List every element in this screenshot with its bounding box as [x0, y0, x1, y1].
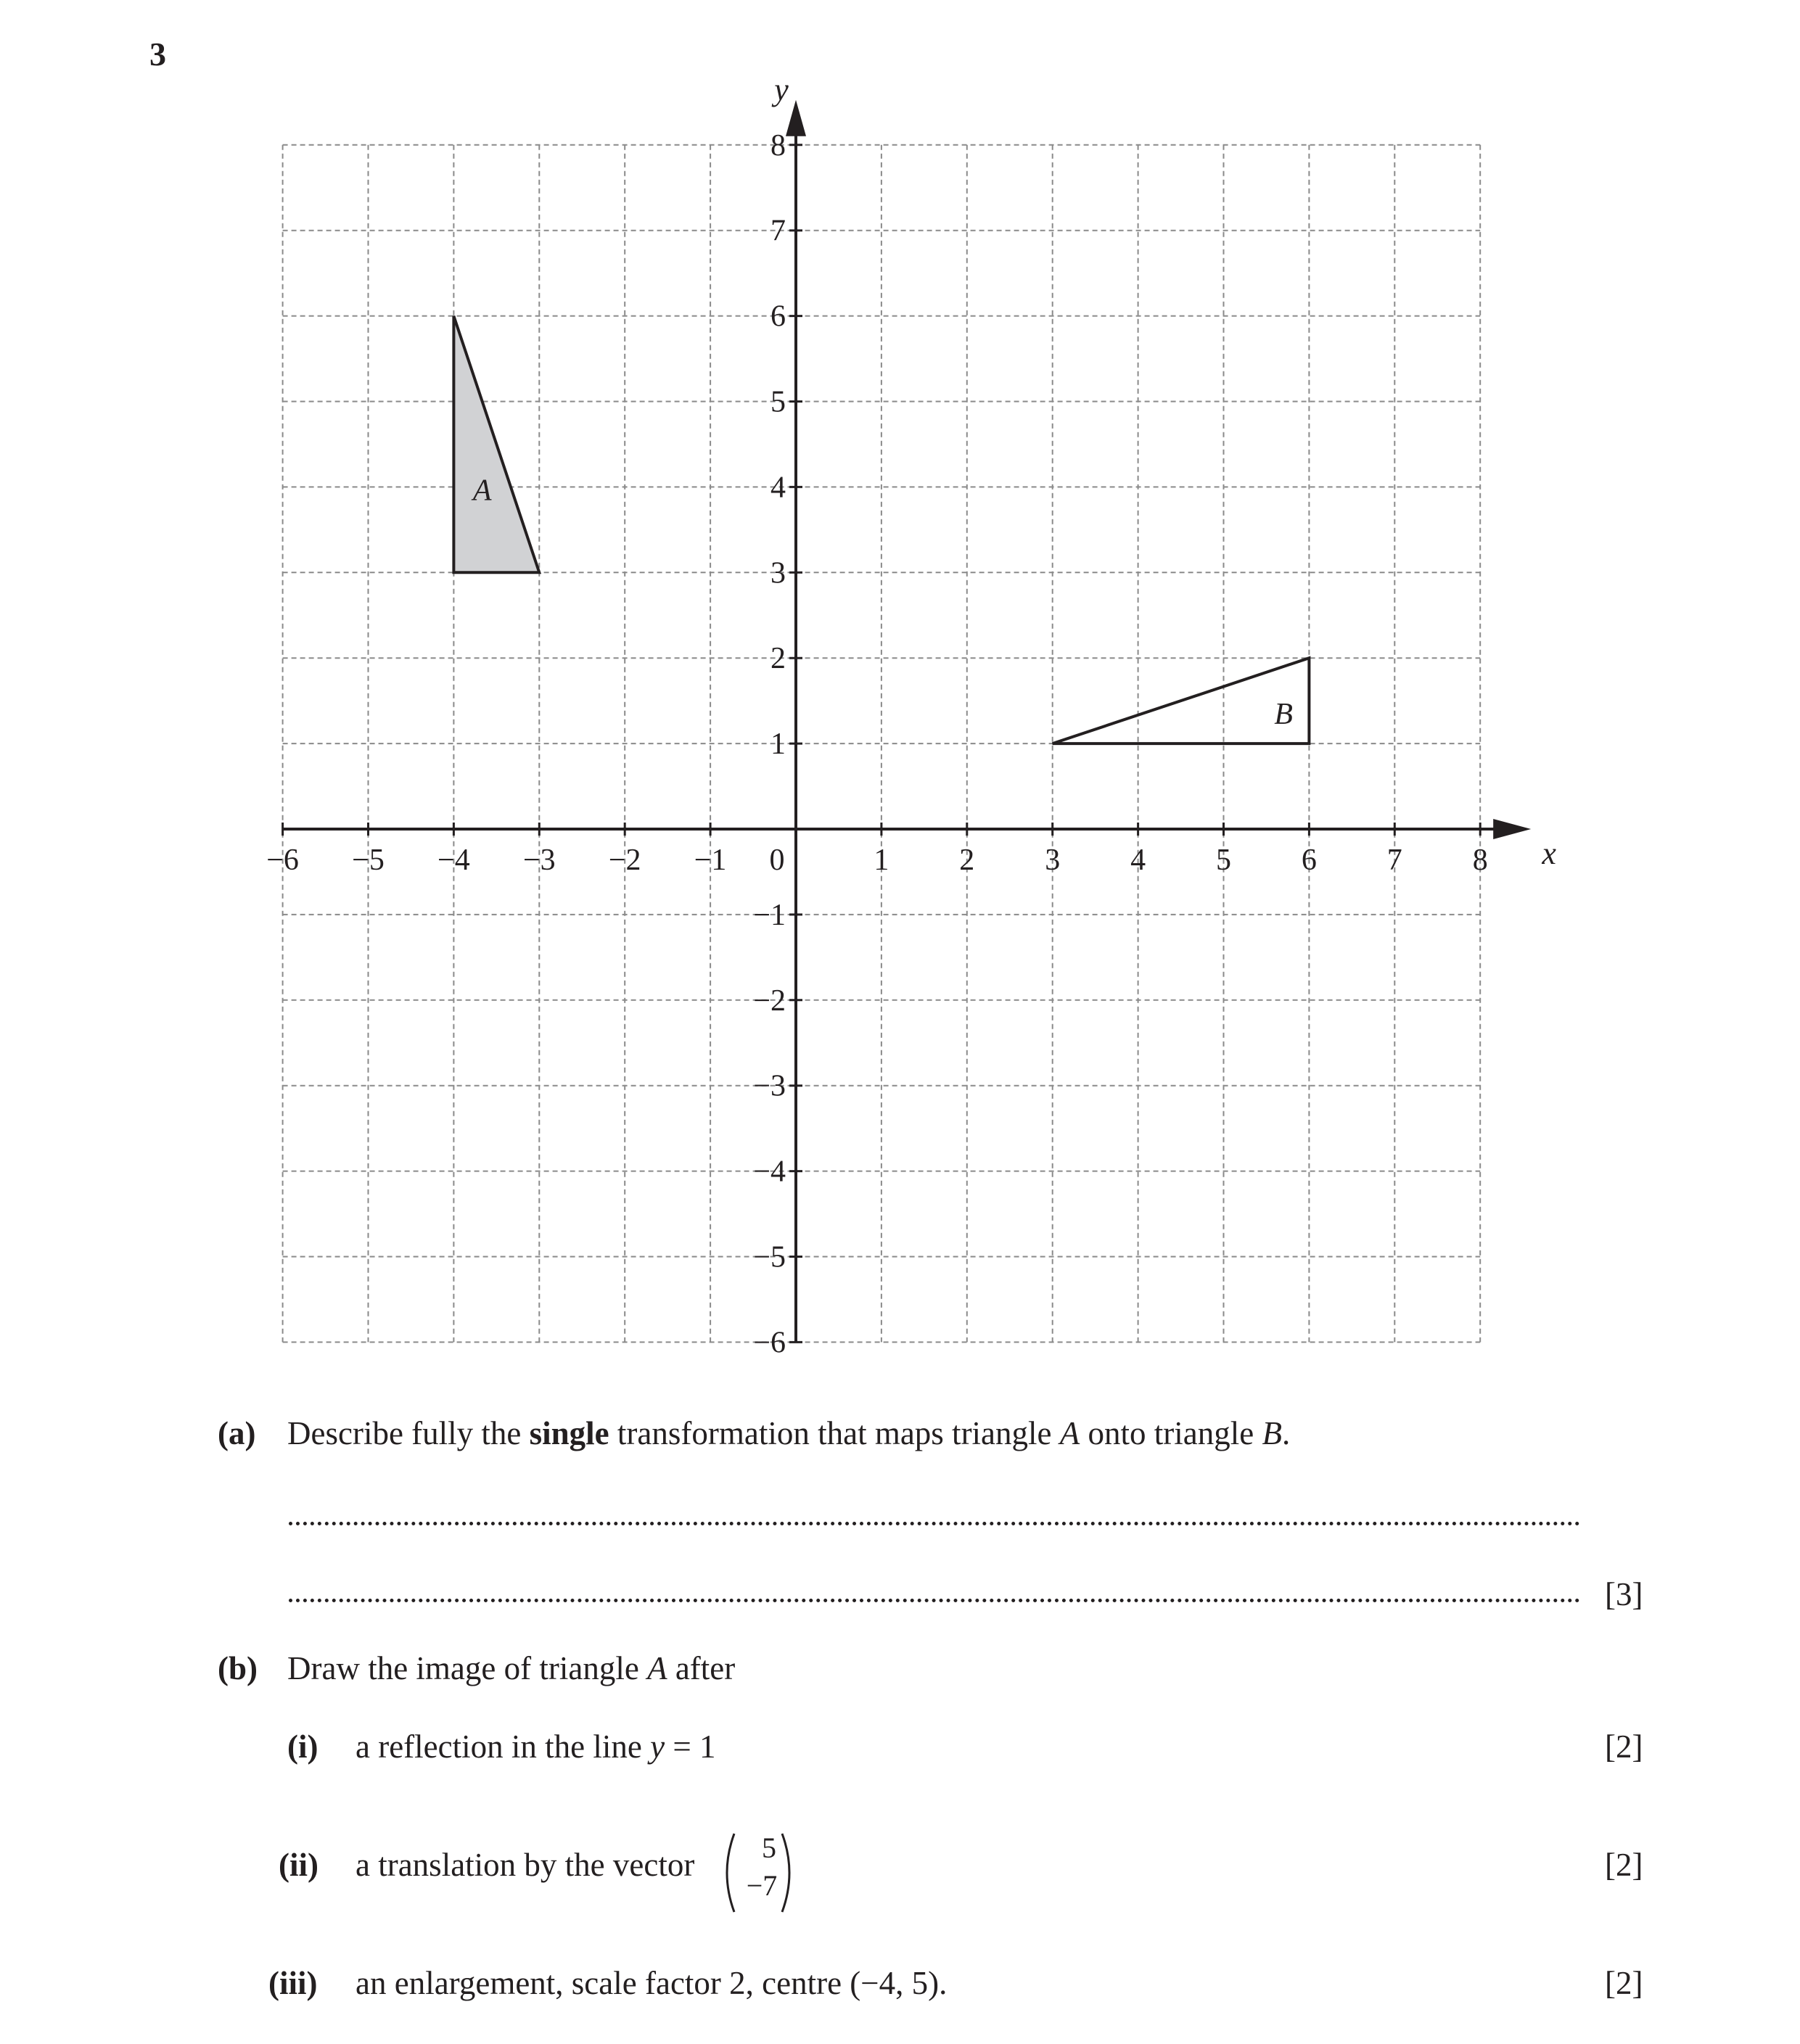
part-a-marks: [3]: [1605, 1576, 1643, 1612]
x-tick-label: −2: [608, 844, 641, 877]
x-tick-label: −5: [352, 844, 385, 877]
y-tick-label: −5: [753, 1240, 786, 1274]
y-tick-label: 1: [770, 728, 786, 762]
y-tick-label: 5: [770, 385, 786, 419]
triangle-a: [453, 316, 539, 573]
triangle-b-label: B: [1274, 697, 1293, 731]
tick-labels: [266, 72, 1556, 1360]
x-tick-label: 2: [959, 844, 975, 877]
part-a-text-1: Describe fully the: [287, 1415, 530, 1451]
part-b-text-1: Draw the image of triangle: [287, 1650, 648, 1686]
part-b-triangle-a: A: [647, 1650, 667, 1686]
vector-top: 5: [762, 1831, 776, 1864]
y-tick-label: −3: [753, 1069, 786, 1103]
y-tick-label: 6: [770, 300, 786, 334]
y-tick-label: −4: [753, 1155, 786, 1189]
axes: [283, 100, 1532, 1343]
triangle-a-label: A: [472, 474, 492, 508]
y-axis-label: y: [774, 71, 789, 107]
y-tick-label: 3: [770, 556, 786, 590]
x-tick-label: 1: [874, 844, 889, 877]
question-number: 3: [149, 36, 166, 73]
part-b-i-label: (i): [287, 1728, 319, 1765]
part-b-i-eq-var: y: [650, 1728, 665, 1765]
part-b-iii-text: an enlargement, scale factor 2, centre (−4, 5).: [356, 1965, 948, 2001]
y-tick-label: −1: [753, 898, 786, 932]
part-a-question: [287, 1414, 1290, 1452]
x-tick-label: −1: [694, 844, 727, 877]
part-b-label: (b): [218, 1650, 258, 1686]
x-tick-label: 8: [1472, 844, 1488, 877]
part-b-question: [287, 1649, 735, 1687]
x-tick-label: −4: [437, 844, 470, 877]
y-tick-label: 8: [770, 128, 786, 162]
part-b-i-text-main: a reflection in the line: [356, 1728, 651, 1765]
part-b-ii-text: a translation by the vector: [356, 1847, 695, 1883]
x-axis-arrow: [1493, 819, 1531, 839]
x-tick-label: 0: [769, 844, 785, 877]
part-b-iii-marks: [2]: [1605, 1965, 1643, 2001]
part-a-label: (a): [218, 1415, 256, 1451]
part-a-text-4: .: [1281, 1415, 1291, 1451]
y-tick-label: 4: [770, 471, 786, 505]
x-axis-label: x: [1542, 836, 1556, 871]
part-b-i-eq-rest: = 1: [665, 1728, 716, 1765]
part-b-ii-marks: [2]: [1605, 1847, 1643, 1883]
x-tick-label: −3: [522, 844, 556, 877]
x-tick-label: −6: [266, 844, 299, 877]
part-a-triangle-a: A: [1059, 1415, 1080, 1451]
x-tick-label: 5: [1216, 844, 1231, 877]
vector-bottom: −7: [746, 1869, 778, 1902]
part-b-i-marks: [2]: [1605, 1728, 1643, 1765]
triangle-b: [1053, 658, 1310, 743]
y-axis-arrow: [786, 100, 806, 136]
x-tick-label: 6: [1301, 844, 1317, 877]
y-tick-label: 2: [770, 642, 786, 676]
y-tick-label: −2: [753, 984, 786, 1018]
part-b-ii-label: (ii): [279, 1847, 319, 1883]
y-tick-label: 7: [770, 214, 786, 248]
y-tick-label: −6: [753, 1326, 786, 1360]
part-b-text-2: after: [667, 1650, 736, 1686]
part-a-bold-word: single: [529, 1415, 609, 1451]
answer-line-1[interactable]: [289, 1522, 1580, 1525]
part-a-text-2: transformation that maps triangle: [609, 1415, 1060, 1451]
x-tick-label: 4: [1130, 844, 1146, 877]
x-tick-label: 3: [1045, 844, 1061, 877]
part-a-triangle-b: B: [1262, 1415, 1282, 1451]
answer-line-2[interactable]: [289, 1599, 1580, 1602]
part-b-iii-label: (iii): [268, 1965, 318, 2001]
part-b-i-text: [356, 1728, 715, 1765]
x-tick-label: 7: [1386, 844, 1402, 877]
part-a-text-3: onto triangle: [1080, 1415, 1262, 1451]
